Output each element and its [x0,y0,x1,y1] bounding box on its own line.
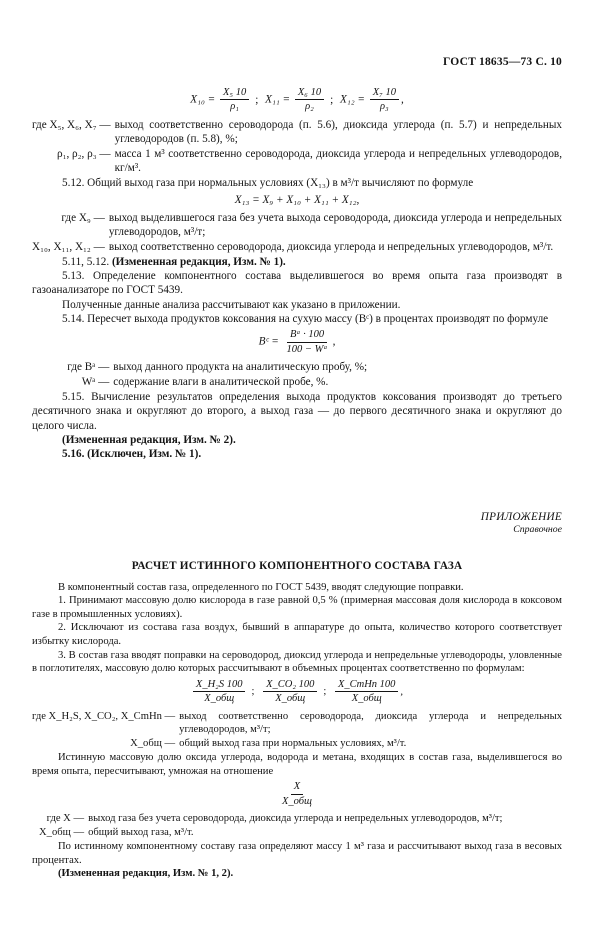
revision-note-5-15: (Измененная редакция, Изм. № 2). [62,433,236,446]
definition-row [32,375,562,389]
definition-row [32,710,562,737]
fraction-numerator: X [291,780,303,794]
definition-text: выход соответственно сероводорода (п. 5.6), диоксида углерода (п. 5.7) и непредельных углеводородов (п. 5.8), %; [114,118,562,146]
definitions-list-4 [32,710,562,751]
definition-row [32,826,562,840]
fraction-numerator: X_CmHn 100 [335,678,398,692]
paragraph-5-15: 5.15. Вычисление результатов определения выхода продуктов коксования производят до третьего десятичного знака и округляют до второго, а выход газа — до первого десятичного знака и округляют до целого числа. [32,391,562,432]
appendix-item-2: 2. Исключают из состава газа воздух, бывший в аппаратуре до опыта, количество которого соответствует избытку кислорода. [32,622,562,648]
formula-end: , [400,93,404,106]
definition-text: выход газа без учета сероводорода, диоксида углерода и непредельных углеводородов, м³/т; [88,813,503,825]
formula-x10-x11-x12 [32,86,562,114]
formula-x11-left: X₁₁ = [265,93,291,106]
definition-text: выход соответственно сероводорода, диоксида углерода и непредельных углеводородов, м³/т. [108,240,554,253]
section-title: РАСЧЕТ ИСТИННОГО КОМПОНЕНТНОГО СОСТАВА ГАЗА [131,559,463,572]
definitions-list-2 [32,211,562,254]
paragraph-results: Полученные данные анализа рассчитывают как указано в приложении. [62,298,401,311]
formula-ratio [32,780,562,808]
definition-text: содержание влаги в аналитической пробе, %. [113,375,329,388]
definition-symbol: X_общ — [130,737,176,749]
definitions-list-5 [32,812,562,839]
fraction-denominator: X_общ [351,693,382,705]
fraction-denominator: ρ₂ [305,101,314,113]
formula-separator: ; [255,93,259,106]
appendix-intro: В компонентный состав газа, определенного по ГОСТ 5439, вводят следующие поправки. [58,581,464,593]
formula-separator: ; [330,93,334,106]
paragraph-5-16: 5.16. (Исключен, Изм. № 1). [62,448,202,461]
paragraph-5-13: 5.13. Определение компонентного состава выделившегося во время опыта газа производят в газоанализаторе по ГОСТ 5439. [32,270,562,297]
fraction-ratio [279,780,315,808]
appendix-final: По истинному компонентному составу газа определяют массу 1 м³ газа и рассчитывают выход газа в весовых процентах. [32,841,562,866]
formula-correction-fractions [32,678,562,706]
fraction-x11 [295,86,324,114]
revision-ref: 5.11, 5.12. [62,255,110,268]
definition-symbol: где Bᵃ — [67,361,110,374]
formula-end: , [400,686,404,698]
definition-symbol: где X — [46,813,85,825]
definition-text: выход соответственно сероводорода, диоксида углерода и непредельных углеводородов, м³/т; [179,710,562,736]
definition-symbol: Wᵃ — [81,375,110,388]
definition-symbol: X_общ — [39,826,85,838]
definitions-list-3 [32,360,562,389]
definitions-list-1 [32,118,562,175]
fraction-denominator: 100 − Wᵃ [286,343,328,355]
fraction-bc [284,328,331,356]
appendix-body [32,581,562,881]
appendix-true-fraction: Истинную массовую долю оксида углерода, водорода и метана, входящих в состав газа, выделившегося во время опыта, пересчитывают, умножая на отношение [32,752,562,777]
definition-symbol: где X₉ — [61,211,105,224]
definition-row [32,240,562,254]
fraction-numerator: X₆ 10 [295,86,324,100]
definition-text: выход выделившегося газа без учета выхода сероводорода, диоксида углерода и непредельных углеводородов, м³/т; [108,211,562,239]
definition-symbol: X₁₀, X₁₁, X₁₂ — [32,240,105,253]
appendix-item-3: 3. В состав газа вводят поправки на сероводород, диоксид углерода и непредельные углеводороды, уловленные в поглотителях, массовую долю которых рассчитывают в объемных процентах соответственно по формулам: [32,649,562,675]
fraction-numerator: X₅ 10 [220,86,249,100]
fraction-denominator: X_общ [275,693,306,705]
definition-row [32,737,562,751]
appendix-label [32,510,562,537]
fraction-numerator: Bᵃ · 100 [287,328,327,342]
fraction-x12 [370,86,399,114]
definition-row [32,360,562,374]
page-content [32,84,562,881]
paragraph-5-11-5-12-revision [32,255,562,269]
definition-text: общий выход газа при нормальных условиях, м³/т. [179,737,407,749]
formula-x10-left: X₁₀ = [190,93,216,106]
paragraph-5-12: 5.12. Общий выход газа при нормальных условиях (X₁₃) в м³/т вычисляют по формуле [62,177,474,190]
formula-separator: ; [323,686,327,698]
fraction-denominator: X_общ [204,693,235,705]
formula-x12-left: X₁₂ = [339,93,365,106]
fraction-denominator: ρ₃ [380,101,389,113]
definition-symbol: где X₅, X₆, X₇ — [32,118,111,131]
fraction-h2s [193,678,246,706]
definition-row [32,147,562,176]
formula-separator: ; [251,686,255,698]
appendix-subtitle: Справочное [513,523,562,535]
formula-end: , [332,335,336,348]
running-header: ГОСТ 18635—73 С. 10 [443,56,562,68]
formula-bc-left: Bᶜ = [258,335,279,348]
definition-row [32,812,562,826]
definition-text: масса 1 м³ соответственно сероводорода, диоксида углерода и непредельных углеводородов, кг/м³. [114,147,562,174]
fraction-numerator: X₇ 10 [370,86,399,100]
definition-row [32,211,562,240]
formula-x13: X₁₃ = X₉ + X₁₀ + X₁₁ + X₁₂, [234,193,360,206]
fraction-numerator: X_CO₂ 100 [263,678,317,692]
fraction-co2 [263,678,317,706]
definition-row [32,118,562,147]
fraction-denominator: ρ₁ [230,101,239,113]
definition-symbol: где X_H₂S, X_CO₂, X_CmHn — [32,710,176,722]
formula-bc [32,328,562,356]
appendix-item-1: 1. Принимают массовую долю кислорода в газе равной 0,5 % (примерная массовая доля кислорода в коксовом газе в промышленных условиях). [32,595,562,620]
definition-symbol: ρ₁, ρ₂, ρ₃ — [56,147,111,160]
paragraph-5-14: 5.14. Пересчет выхода продуктов коксования на сухую массу (Bᶜ) в процентах производят по формуле [62,313,549,326]
fraction-denominator: X_общ [282,795,312,807]
appendix-revision-note: (Измененная редакция, Изм. № 1, 2). [58,868,234,880]
definition-text: общий выход газа, м³/т. [88,826,194,838]
appendix-title: ПРИЛОЖЕНИЕ [480,510,562,523]
fraction-cmhn [335,678,398,706]
fraction-numerator: X_H₂S 100 [193,678,246,692]
fraction-x10 [220,86,249,114]
revision-note: (Измененная редакция, Изм. № 1). [111,255,286,268]
definition-text: выход данного продукта на аналитическую пробу, %; [113,361,368,374]
